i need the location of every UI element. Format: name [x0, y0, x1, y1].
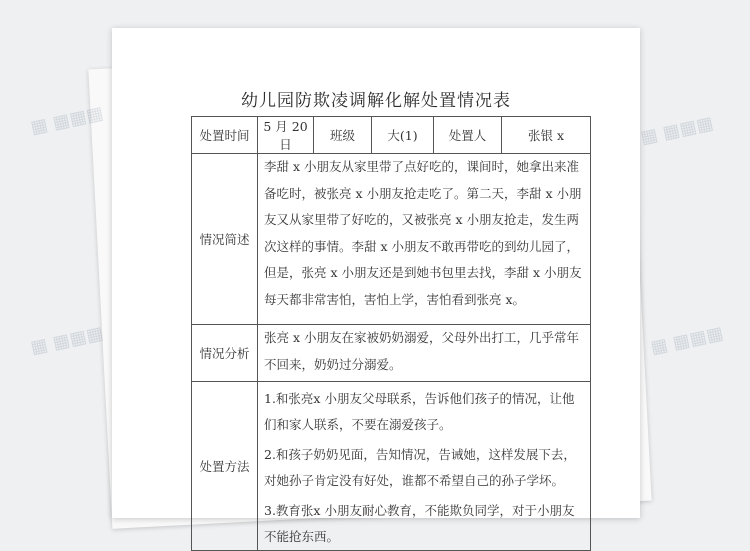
handling-method-label: 处置方法 — [192, 382, 258, 551]
watermark-mark: ▦ ▦▦▦ — [648, 322, 726, 359]
handling-method-cell — [258, 382, 591, 551]
watermark-mark: ▦ ▦▦▦ — [638, 112, 716, 149]
handling-method-row — [192, 382, 591, 551]
situation-analysis-text: 张亮 x 小朋友在家被奶奶溺爱，父母外出打工，几乎常年不回来，奶奶过分溺爱。 — [258, 325, 591, 382]
class-value: 大(1) — [372, 117, 434, 154]
header-row — [192, 117, 591, 154]
situation-analysis-label: 情况分析 — [192, 325, 258, 382]
method-item: 1.和张亮x 小朋友父母联系，告诉他们孩子的情况，让他们和家人联系，不要在溺爱孩子。 — [264, 391, 575, 432]
handler-value: 张银 x — [502, 117, 591, 154]
document-title: 幼儿园防欺凌调解化解处置情况表 — [241, 91, 511, 111]
situation-analysis-row — [192, 325, 591, 382]
method-item: 3.教育张x 小朋友耐心教育，不能欺负同学，对于小朋友不能抢东西。 — [264, 503, 575, 544]
disposal-form-table — [191, 116, 591, 551]
class-label: 班级 — [314, 117, 372, 154]
watermark-mark: ▦ ▦▦▦ — [28, 322, 106, 359]
method-item: 2.和孩子奶奶见面，告知情况，告诫她，这样发展下去，对她孙子肯定没有好处，谁都不希望自己的孙子学坏。 — [264, 447, 576, 488]
watermark-mark: ▦ ▦▦▦ — [28, 102, 106, 139]
situation-brief-text: 李甜 x 小朋友从家里带了点好吃的，课间时，她拿出来准备吃时，被张亮 x 小朋友抢走吃了。第二天，李甜 x 小朋友又从家里带了好吃的，又被张亮 x 小朋友抢走，发生两次这样的事情。李甜 x 小朋友不敢再带吃的到幼儿园了，但是，张亮 x 小朋友还是到她书包里去找，李甜 x 小朋友每天都非常害怕，害怕上学，害怕看到张亮 x。 — [258, 154, 591, 325]
time-value: 5 月 20 日 — [258, 117, 314, 154]
situation-brief-label: 情况简述 — [192, 154, 258, 325]
time-label: 处置时间 — [192, 117, 258, 154]
document-page — [112, 28, 640, 544]
situation-brief-row — [192, 154, 591, 325]
handler-label: 处置人 — [434, 117, 502, 154]
